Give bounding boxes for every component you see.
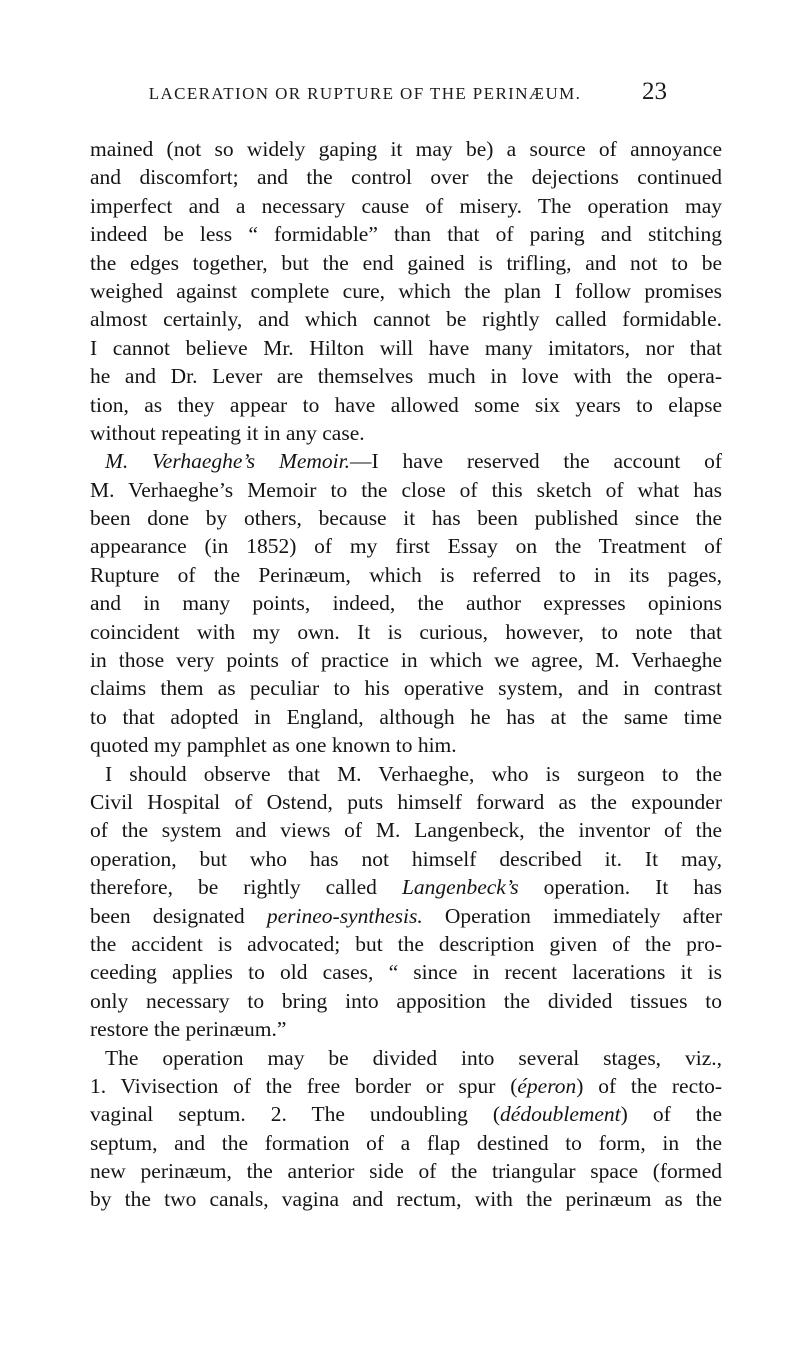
text-line: [90, 391, 722, 419]
text-run: been done by others, because it has been published since the: [90, 506, 722, 531]
text-run: by the two canals, vagina and rectum, with the perinæum as the: [90, 1187, 722, 1212]
text-run: the accident is advocated; but the description given of the pro-: [90, 931, 722, 956]
italic-text: dédoublement: [500, 1102, 621, 1127]
text-run: I cannot believe Mr. Hilton will have many imitators, nor that: [90, 335, 722, 360]
text-run: been designated: [90, 903, 267, 928]
text-run: Operation immediately after: [422, 903, 722, 928]
text-run: to that adopted in England, although he has at the same time: [90, 704, 722, 729]
italic-text: Langenbeck’s: [401, 875, 519, 900]
body-text: [90, 135, 722, 1214]
text-line: [90, 334, 722, 362]
text-run: only necessary to bring into apposition the divided tissues to: [90, 988, 722, 1013]
text-run: septum, and the formation of a flap destined to form, in the: [90, 1130, 722, 1155]
text-run: ) of the recto-: [576, 1073, 722, 1098]
text-run: appearance (in 1852) of my first Essay on the Treatment of: [90, 534, 722, 559]
text-line: [90, 816, 722, 844]
text-line: [90, 674, 722, 702]
text-run: Rupture of the Perinæum, which is referred to in its pages,: [90, 562, 722, 587]
italic-text: M. Verhaeghe’s Memoir.: [105, 449, 351, 474]
text-run: of the system and views of M. Langenbeck, the inventor of the: [90, 818, 722, 843]
text-line: [90, 163, 722, 191]
text-line: [90, 958, 722, 986]
text-line: [90, 249, 722, 277]
text-run: weighed against complete cure, which the plan I follow promises: [90, 278, 722, 303]
text-line: [90, 447, 722, 475]
text-line: [90, 220, 722, 248]
text-line: [90, 760, 722, 788]
text-run: and discomfort; and the control over the dejections continued: [90, 165, 722, 190]
text-line: [90, 476, 722, 504]
text-run: coincident with my own. It is curious, however, to note that: [90, 619, 722, 644]
text-run: —I have reserved the account of: [350, 449, 722, 474]
text-run: new perinæum, the anterior side of the triangular space (formed: [90, 1159, 722, 1184]
text-line: [90, 1157, 722, 1185]
text-run: restore the perinæum.”: [90, 1017, 287, 1042]
text-line: [90, 646, 722, 674]
text-line: [90, 135, 722, 163]
text-run: ceeding applies to old cases, “ since in recent lacerations it is: [90, 960, 722, 985]
text-line: [90, 845, 722, 873]
text-line: [90, 1072, 722, 1100]
italic-text: perineo-synthesis.: [266, 903, 423, 928]
text-run: imperfect and a necessary cause of misery. The operation may: [90, 193, 722, 218]
text-run: tion, as they appear to have allowed some six years to elapse: [90, 392, 722, 417]
text-run: mained (not so widely gaping it may be) a source of annoyance: [90, 137, 722, 161]
text-run: operation, but who has not himself described it. It may,: [90, 846, 722, 871]
text-line: [90, 1044, 722, 1072]
text-run: 1. Vivisection of the free border or spur (: [90, 1073, 518, 1098]
text-line: [90, 788, 722, 816]
text-run: operation. It has: [518, 875, 722, 900]
text-line: [90, 504, 722, 532]
text-run: claims them as peculiar to his operative system, and in contrast: [90, 676, 722, 701]
page-number: 23: [642, 78, 667, 105]
text-line: [90, 873, 722, 901]
text-line: [90, 561, 722, 589]
text-line: [90, 1015, 722, 1043]
text-line: [90, 987, 722, 1015]
text-run: vaginal septum. 2. The undoubling (: [90, 1102, 501, 1127]
text-line: [90, 589, 722, 617]
text-line: [90, 1185, 722, 1213]
text-line: [90, 930, 722, 958]
text-run: indeed be less “ formidable” than that of paring and stitching: [90, 222, 722, 247]
text-run: without repeating it in any case.: [90, 420, 365, 445]
text-line: [90, 419, 722, 447]
text-run: Civil Hospital of Ostend, puts himself forward as the expounder: [90, 789, 722, 814]
text-run: in those very points of practice in which we agree, M. Verhaeghe: [90, 648, 722, 673]
text-line: [90, 703, 722, 731]
text-line: [90, 192, 722, 220]
text-run: the edges together, but the end gained is trifling, and not to be: [90, 250, 722, 275]
running-head: [0, 78, 800, 108]
text-run: The operation may be divided into several stages, viz.,: [105, 1045, 722, 1070]
text-line: [90, 532, 722, 560]
text-run: ) of the: [620, 1102, 722, 1127]
text-line: [90, 362, 722, 390]
text-run: quoted my pamphlet as one known to him.: [90, 733, 457, 758]
italic-text: éperon: [517, 1073, 577, 1098]
text-run: almost certainly, and which cannot be rightly called formidable.: [90, 307, 722, 332]
text-line: [90, 305, 722, 333]
text-run: I should observe that M. Verhaeghe, who is surgeon to the: [105, 761, 722, 786]
running-title: LACERATION OR RUPTURE OF THE PERINÆUM.: [148, 84, 582, 103]
text-run: he and Dr. Lever are themselves much in love with the opera-: [90, 364, 722, 389]
text-line: [90, 1129, 722, 1157]
text-line: [90, 277, 722, 305]
text-run: and in many points, indeed, the author expresses opinions: [90, 591, 722, 616]
text-line: [90, 902, 722, 930]
text-line: [90, 731, 722, 759]
text-run: therefore, be rightly called: [90, 875, 402, 900]
text-line: [90, 618, 722, 646]
text-run: M. Verhaeghe’s Memoir to the close of this sketch of what has: [90, 477, 722, 502]
text-line: [90, 1100, 722, 1128]
